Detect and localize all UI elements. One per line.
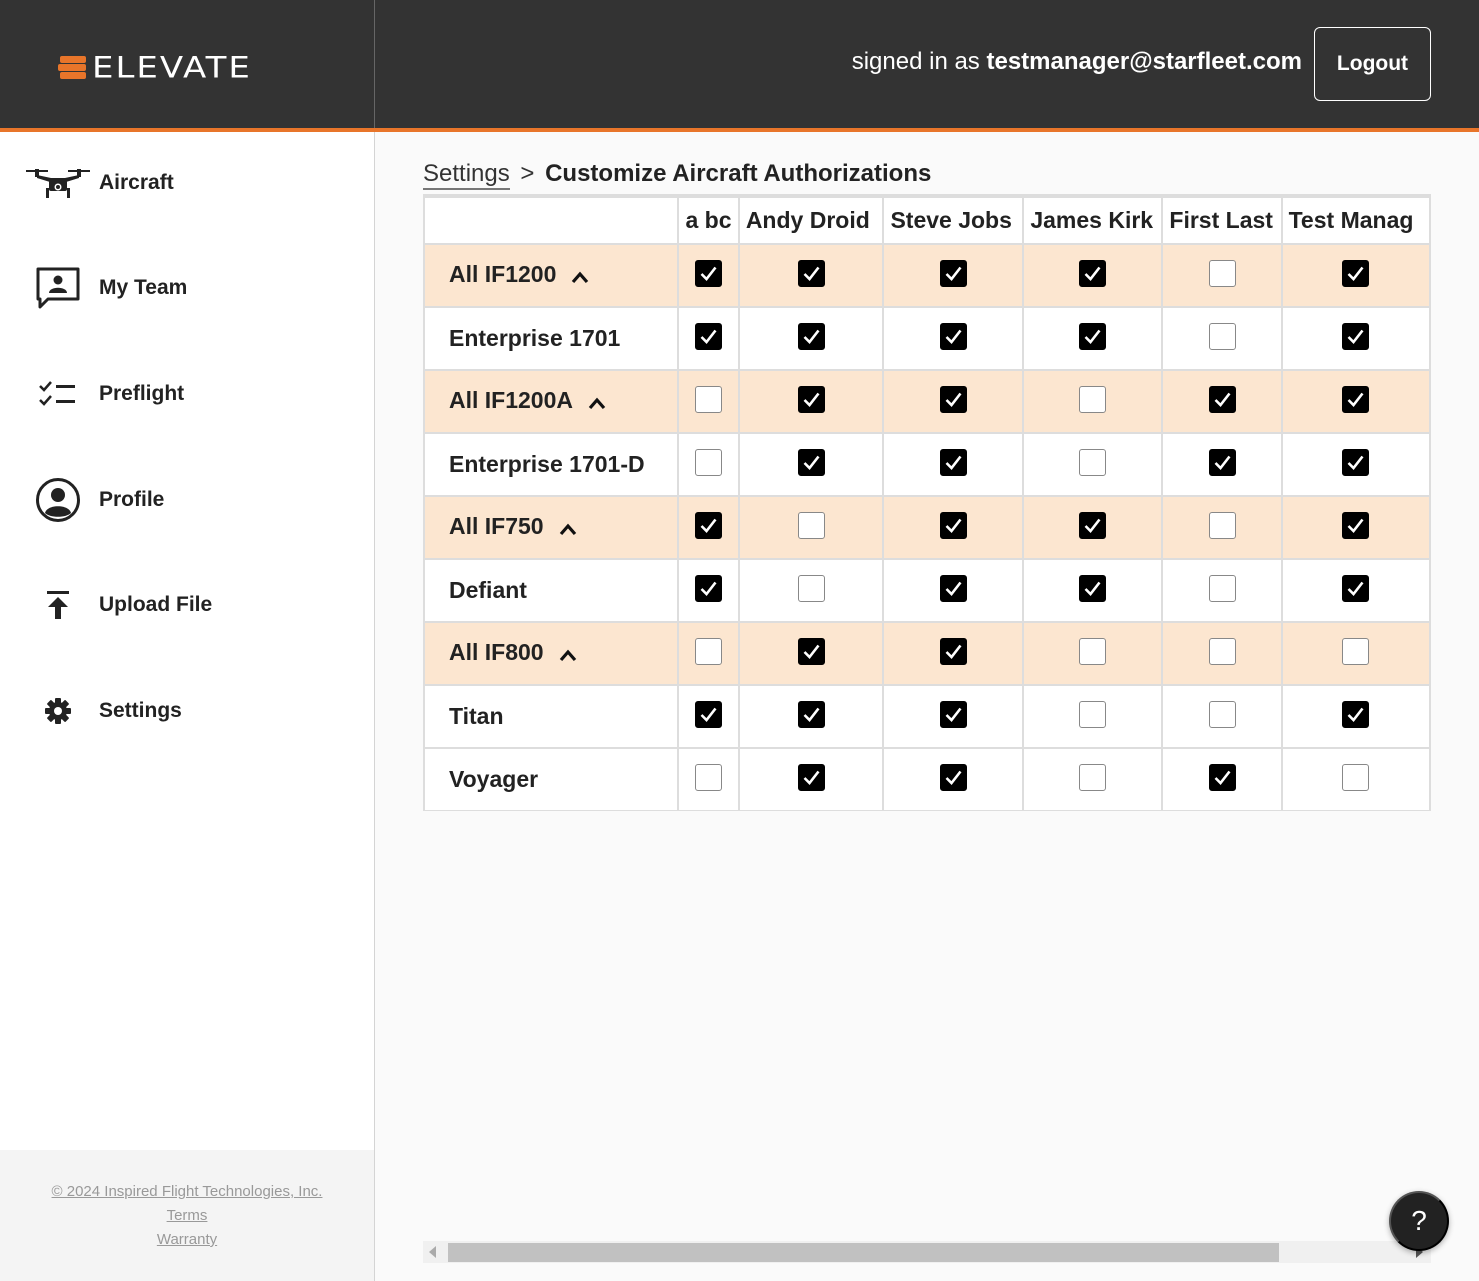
- checkbox-checked[interactable]: [798, 638, 825, 665]
- authorization-cell: [1023, 685, 1162, 748]
- checkbox-unchecked[interactable]: [1079, 386, 1106, 413]
- column-header: Andy Droid: [739, 197, 884, 244]
- checkbox-checked[interactable]: [1079, 575, 1106, 602]
- authorization-cell: [1023, 370, 1162, 433]
- gear-icon: [24, 687, 92, 735]
- column-header: Test Manag: [1282, 197, 1430, 244]
- row-label: Titan: [449, 703, 504, 729]
- authorization-cell: [1162, 685, 1281, 748]
- row-label: Defiant: [449, 577, 527, 603]
- row-label: All IF750: [449, 513, 544, 540]
- checkbox-checked[interactable]: [1209, 764, 1236, 791]
- authorization-cell: [1282, 496, 1430, 559]
- row-label: All IF1200: [449, 261, 557, 288]
- scroll-left-icon[interactable]: [429, 1246, 436, 1258]
- authorizations-table-container: [423, 194, 1431, 811]
- checkbox-checked[interactable]: [1079, 260, 1106, 287]
- checkbox-unchecked[interactable]: [1209, 323, 1236, 350]
- group-row: [424, 496, 1430, 559]
- authorization-cell: [1162, 370, 1281, 433]
- checkbox-unchecked[interactable]: [798, 512, 825, 539]
- column-header: a bc: [678, 197, 738, 244]
- authorization-cell: [1162, 496, 1281, 559]
- authorization-cell: [883, 433, 1023, 496]
- checkbox-checked[interactable]: [798, 260, 825, 287]
- sidebar-item-label: Settings: [99, 699, 182, 722]
- sidebar: [0, 0, 375, 1281]
- elevate-logo[interactable]: [58, 48, 252, 88]
- chevron-up-icon[interactable]: [570, 263, 590, 290]
- breadcrumb-settings-link[interactable]: Settings: [423, 160, 510, 190]
- corner-header: [424, 197, 678, 244]
- chevron-up-icon[interactable]: [587, 389, 607, 416]
- authorization-cell: [1282, 433, 1430, 496]
- authorization-cell: [1023, 496, 1162, 559]
- checkbox-checked[interactable]: [798, 764, 825, 791]
- authorization-cell: [678, 496, 738, 559]
- checkbox-checked[interactable]: [1342, 323, 1369, 350]
- row-label-cell: [424, 307, 678, 370]
- checkbox-checked[interactable]: [1342, 449, 1369, 476]
- column-header: First Last: [1162, 197, 1281, 244]
- authorization-cell: [883, 370, 1023, 433]
- breadcrumb-separator: >: [520, 160, 535, 187]
- authorization-cell: [739, 622, 884, 685]
- logo-mark-icon: [58, 54, 88, 82]
- authorization-cell: [1162, 748, 1281, 811]
- user-email: testmanager@starfleet.com: [986, 48, 1302, 75]
- checkbox-unchecked[interactable]: [1209, 575, 1236, 602]
- authorization-cell: [739, 559, 884, 622]
- checkbox-unchecked[interactable]: [695, 764, 722, 791]
- checkbox-checked[interactable]: [940, 638, 967, 665]
- sidebar-item-label: My Team: [99, 276, 188, 299]
- authorization-cell: [1282, 307, 1430, 370]
- sidebar-item-label: Aircraft: [99, 171, 174, 194]
- authorization-cell: [883, 685, 1023, 748]
- checkbox-checked[interactable]: [695, 512, 722, 539]
- row-label-cell: [424, 496, 678, 559]
- row-label: All IF800: [449, 639, 544, 666]
- authorization-cell: [678, 748, 738, 811]
- checkbox-checked[interactable]: [940, 764, 967, 791]
- checkbox-unchecked[interactable]: [1342, 638, 1369, 665]
- authorization-cell: [739, 244, 884, 307]
- terms-link[interactable]: Terms: [166, 1207, 208, 1224]
- checkbox-checked[interactable]: [1342, 260, 1369, 287]
- checkbox-checked[interactable]: [940, 386, 967, 413]
- row-label-cell: [424, 685, 678, 748]
- authorization-cell: [1023, 244, 1162, 307]
- signed-in-text: [852, 48, 1302, 76]
- checkbox-unchecked[interactable]: [695, 386, 722, 413]
- authorization-cell: [883, 496, 1023, 559]
- row-label-cell: [424, 244, 678, 307]
- authorization-cell: [739, 307, 884, 370]
- checkbox-unchecked[interactable]: [798, 575, 825, 602]
- checkbox-unchecked[interactable]: [1079, 764, 1106, 791]
- sidebar-item-label: Upload File: [99, 593, 213, 616]
- authorization-cell: [1162, 622, 1281, 685]
- drone-icon: [24, 159, 92, 207]
- checkbox-unchecked[interactable]: [1079, 701, 1106, 728]
- checkbox-checked[interactable]: [1342, 512, 1369, 539]
- sidebar-item-label: Preflight: [99, 382, 185, 405]
- authorization-cell: [883, 244, 1023, 307]
- checkbox-checked[interactable]: [1079, 512, 1106, 539]
- aircraft-row: [424, 748, 1430, 811]
- authorization-cell: [1282, 748, 1430, 811]
- checkbox-unchecked[interactable]: [1209, 260, 1236, 287]
- checkbox-checked[interactable]: [1079, 323, 1106, 350]
- authorization-cell: [1282, 622, 1430, 685]
- upload-icon: [24, 581, 92, 629]
- sidebar-item-my-team[interactable]: [0, 258, 374, 318]
- row-label: Enterprise 1701-D: [449, 451, 645, 477]
- group-row: [424, 622, 1430, 685]
- table-header-row: [424, 197, 1430, 244]
- team-icon: [24, 264, 92, 312]
- group-row: [424, 244, 1430, 307]
- authorization-cell: [678, 370, 738, 433]
- horizontal-scrollbar[interactable]: [423, 1241, 1431, 1263]
- authorization-cell: [1282, 370, 1430, 433]
- checkbox-unchecked[interactable]: [695, 638, 722, 665]
- sidebar-item-aircraft[interactable]: [0, 153, 374, 213]
- checkbox-unchecked[interactable]: [1079, 638, 1106, 665]
- authorization-cell: [883, 559, 1023, 622]
- authorization-cell: [739, 370, 884, 433]
- user-circle-icon: [24, 476, 92, 524]
- row-label: Voyager: [449, 766, 539, 792]
- row-label-cell: [424, 748, 678, 811]
- column-header: Steve Jobs: [883, 197, 1023, 244]
- aircraft-row: [424, 433, 1430, 496]
- authorization-cell: [739, 433, 884, 496]
- row-label: All IF1200A: [449, 387, 573, 414]
- authorization-cell: [678, 307, 738, 370]
- authorization-cell: [739, 496, 884, 559]
- authorization-cell: [1023, 307, 1162, 370]
- authorization-cell: [1023, 559, 1162, 622]
- authorization-cell: [678, 559, 738, 622]
- logo-wordmark: ELEVATE: [92, 51, 252, 85]
- sidebar-item-settings[interactable]: [0, 681, 374, 741]
- authorization-cell: [1162, 433, 1281, 496]
- row-label-cell: [424, 370, 678, 433]
- checkbox-checked[interactable]: [798, 386, 825, 413]
- header-accent-line: [0, 128, 1479, 132]
- sidebar-item-upload-file[interactable]: [0, 575, 374, 635]
- authorization-cell: [1023, 748, 1162, 811]
- authorization-cell: [1023, 622, 1162, 685]
- authorizations-table: [423, 196, 1431, 811]
- checkbox-checked[interactable]: [695, 323, 722, 350]
- authorization-cell: [1162, 559, 1281, 622]
- checkbox-checked[interactable]: [940, 449, 967, 476]
- copyright-link[interactable]: © 2024 Inspired Flight Technologies, Inc.: [51, 1183, 323, 1200]
- checkbox-checked[interactable]: [940, 701, 967, 728]
- authorization-cell: [678, 622, 738, 685]
- aircraft-row: [424, 559, 1430, 622]
- checkbox-checked[interactable]: [695, 701, 722, 728]
- sidebar-item-label: Profile: [99, 488, 165, 511]
- authorization-cell: [883, 748, 1023, 811]
- signed-in-prefix: signed in as: [851, 48, 980, 75]
- row-label-cell: [424, 559, 678, 622]
- authorization-cell: [1162, 307, 1281, 370]
- scrollbar-thumb[interactable]: [448, 1243, 1279, 1262]
- checkbox-unchecked[interactable]: [1209, 638, 1236, 665]
- aircraft-row: [424, 307, 1430, 370]
- row-label: Enterprise 1701: [449, 325, 621, 351]
- authorization-cell: [1023, 433, 1162, 496]
- checkbox-checked[interactable]: [798, 323, 825, 350]
- help-button[interactable]: ?: [1389, 1191, 1449, 1251]
- authorization-cell: [883, 307, 1023, 370]
- checkbox-checked[interactable]: [798, 449, 825, 476]
- column-header: James Kirk: [1023, 197, 1162, 244]
- checkbox-checked[interactable]: [1342, 575, 1369, 602]
- chevron-up-icon[interactable]: [558, 515, 578, 542]
- row-label-cell: [424, 433, 678, 496]
- aircraft-row: [424, 685, 1430, 748]
- sidebar-footer: [0, 1150, 374, 1281]
- authorization-cell: [1162, 244, 1281, 307]
- checkbox-checked[interactable]: [940, 575, 967, 602]
- checkbox-unchecked[interactable]: [1209, 701, 1236, 728]
- checkbox-checked[interactable]: [798, 701, 825, 728]
- authorization-cell: [739, 685, 884, 748]
- checkbox-unchecked[interactable]: [695, 449, 722, 476]
- authorization-cell: [678, 244, 738, 307]
- checkbox-unchecked[interactable]: [1079, 449, 1106, 476]
- checkbox-checked[interactable]: [1209, 386, 1236, 413]
- checkbox-unchecked[interactable]: [1209, 512, 1236, 539]
- checkbox-checked[interactable]: [695, 575, 722, 602]
- page-title: Customize Aircraft Authorizations: [545, 160, 932, 187]
- authorization-cell: [678, 685, 738, 748]
- checkbox-checked[interactable]: [1342, 386, 1369, 413]
- logout-button[interactable]: Logout: [1314, 27, 1431, 101]
- sidebar-item-preflight[interactable]: [0, 364, 374, 424]
- warranty-link[interactable]: Warranty: [156, 1231, 218, 1248]
- authorization-cell: [678, 433, 738, 496]
- authorization-cell: [739, 748, 884, 811]
- breadcrumb: [423, 160, 931, 188]
- group-row: [424, 370, 1430, 433]
- checkbox-checked[interactable]: [940, 323, 967, 350]
- checkbox-checked[interactable]: [1342, 701, 1369, 728]
- checklist-icon: [24, 370, 92, 418]
- authorization-cell: [1282, 685, 1430, 748]
- chevron-up-icon[interactable]: [558, 641, 578, 668]
- checkbox-unchecked[interactable]: [1342, 764, 1369, 791]
- authorization-cell: [883, 622, 1023, 685]
- logo-bar: [0, 0, 375, 128]
- sidebar-item-profile[interactable]: [0, 470, 374, 530]
- checkbox-checked[interactable]: [695, 260, 722, 287]
- checkbox-checked[interactable]: [940, 512, 967, 539]
- checkbox-checked[interactable]: [1209, 449, 1236, 476]
- checkbox-checked[interactable]: [940, 260, 967, 287]
- authorization-cell: [1282, 244, 1430, 307]
- authorization-cell: [1282, 559, 1430, 622]
- row-label-cell: [424, 622, 678, 685]
